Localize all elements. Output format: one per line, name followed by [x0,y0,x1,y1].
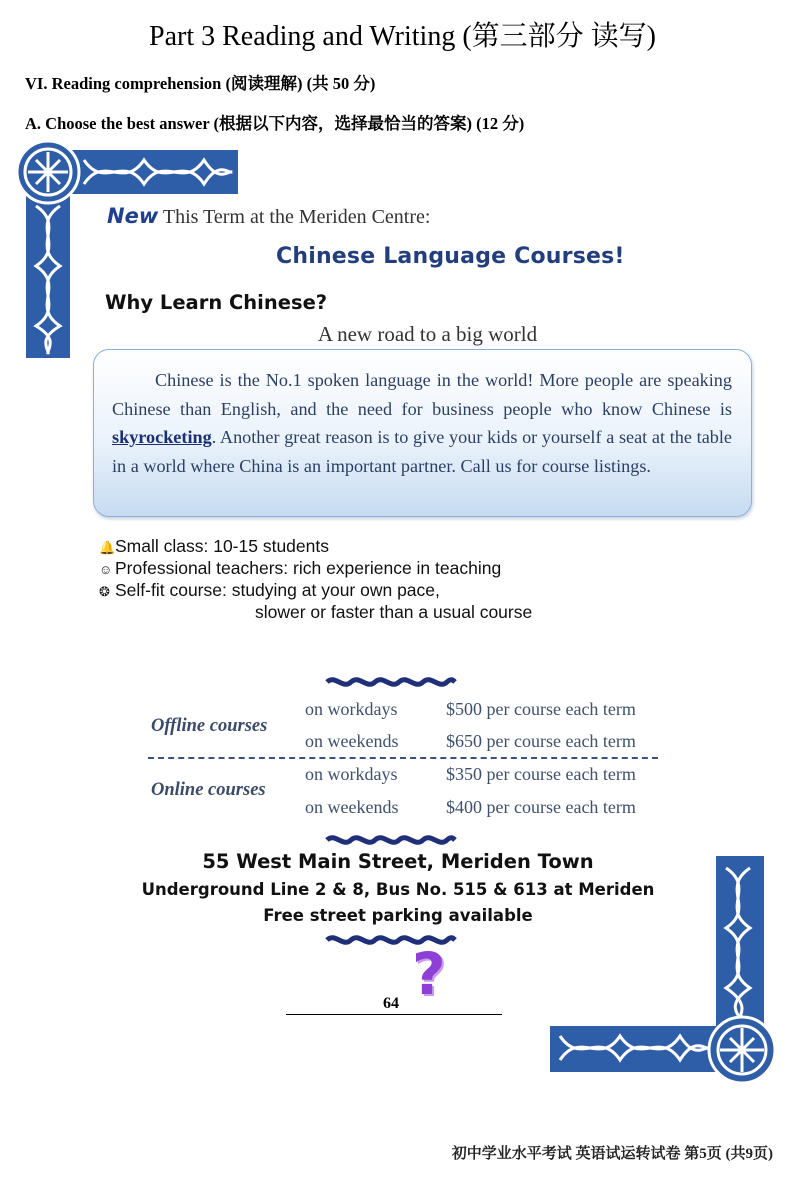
feature-small-class: 🔔Small class: 10-15 students [99,536,329,556]
address-parking: Free street parking available [263,906,533,925]
feature-self-fit: ❂ Self-fit course: studying at your own pace, [99,580,440,600]
section-heading-a: A. Choose the best answer (根据以下内容，选择最恰当的答案) (12 分) [25,114,525,133]
swirl-icon: ❂ [99,584,110,599]
price-day-offline-workdays: on workdays [305,699,398,719]
course-headline: Chinese Language Courses! [276,244,625,269]
page-footer: 初中学业水平考试 英语试运转试卷 第5页 (共9页) [451,1146,773,1162]
intro-paragraph: Chinese is the No.1 spoken language in the world! More people are speaking Chinese than English, and the need for business people who know Chinese is skyrocketing. Another great reason is to give your kids or yourself a seat at the table in a world where China is an important partner. Call us for course listings. [112,370,732,476]
price-online-weekends: $400 per course each term [446,797,636,817]
keyword-skyrocketing: skyrocketing [112,427,212,448]
intro-text-box [93,349,752,517]
online-courses-label: Online courses [151,780,266,800]
question-number: 64 [383,995,399,1012]
why-learn-heading: Why Learn Chinese? [105,291,328,314]
feature-teachers: ☺ Professional teachers: rich experience in teaching [99,558,502,578]
price-offline-weekends: $650 per course each term [446,731,636,751]
answer-line [286,1014,502,1015]
address-transport: Underground Line 2 & 8, Bus No. 515 & 613 at Meriden [141,880,655,899]
price-table-divider [148,757,658,759]
new-this-term-line [107,204,430,229]
slogan: A new road to a big world [317,322,538,346]
offline-courses-label: Offline courses [151,716,268,736]
part-title: Part 3 Reading and Writing (第三部分 读写) [149,21,656,52]
price-day-online-workdays: on workdays [305,764,398,784]
price-day-online-weekends: on weekends [305,797,399,817]
price-online-workdays: $350 per course each term [446,764,636,784]
new-this-term-text: This Term at the Meriden Centre: [158,206,431,228]
wave-divider-ornament [325,834,457,846]
feature-self-fit-continued: slower or faster than a usual course [255,602,533,622]
question-mark-icon: ? [412,940,446,1008]
bell-icon: 🔔 [99,540,116,555]
price-day-offline-weekends: on weekends [305,731,399,751]
wave-divider-ornament [325,676,457,688]
new-word: New [107,204,159,228]
section-heading-vi: VI. Reading comprehension (阅读理解) (共 50 分) [25,74,376,93]
address-street: 55 West Main Street, Meriden Town [202,850,594,873]
price-offline-workdays: $500 per course each term [446,699,636,719]
smiley-icon: ☺ [99,562,113,577]
